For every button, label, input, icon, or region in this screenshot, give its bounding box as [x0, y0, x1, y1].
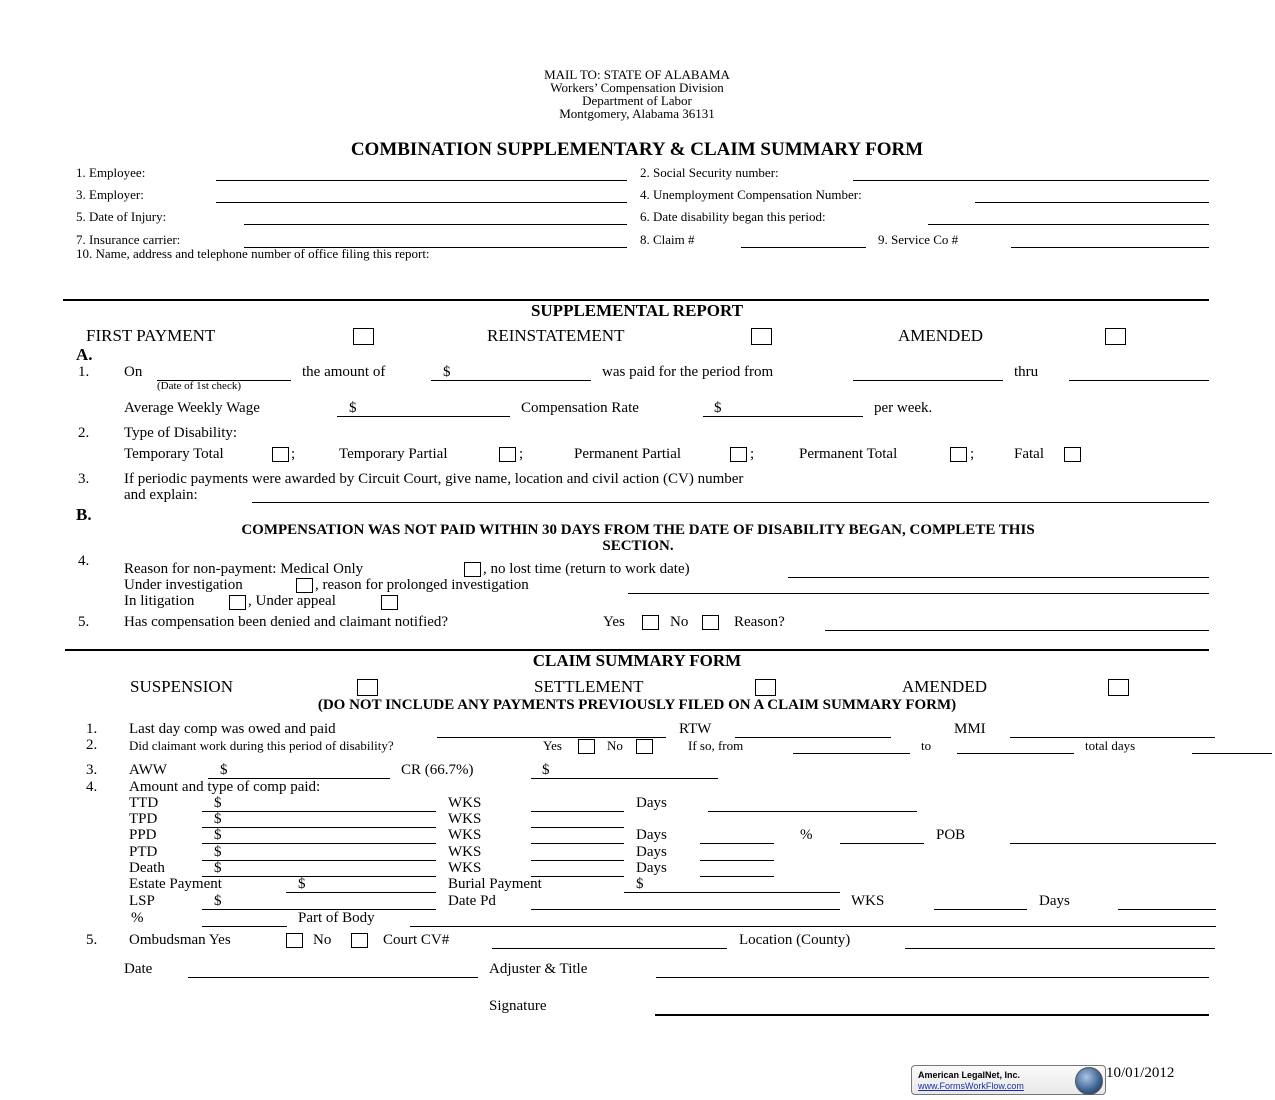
lsp-wks-label: WKS [851, 893, 885, 909]
under-investigation-checkbox[interactable] [296, 578, 313, 593]
temporary-partial-checkbox[interactable] [499, 447, 516, 462]
claim-summary-title: CLAIM SUMMARY FORM [532, 651, 742, 670]
paid-period-label: was paid for the period from [602, 364, 774, 380]
mail-to-line: MAIL TO: STATE OF ALABAMA [544, 67, 730, 82]
cs-amended-label: AMENDED [902, 677, 987, 696]
compensation-rate-field[interactable] [703, 416, 863, 417]
ttd-wks-field[interactable] [531, 811, 624, 812]
claim-number-label: 8. Claim # [640, 232, 695, 247]
semicolon: ; [291, 446, 296, 462]
thru-label: thru [1014, 364, 1039, 380]
amended-checkbox[interactable] [1105, 328, 1126, 345]
ombudsman-no-checkbox[interactable] [351, 933, 368, 948]
prolonged-investigation-field[interactable] [628, 593, 1209, 594]
section-b-heading: COMPENSATION WAS NOT PAID WITHIN 30 DAYS FROM THE DATE OF DISABILITY BEGAN, COMPLETE THIS [241, 522, 1035, 538]
globe-icon [1075, 1067, 1103, 1095]
did-claimant-work-label: Did claimant work during this period of disability? [129, 738, 394, 753]
denied-yes-label: Yes [603, 614, 625, 630]
department-line: Department of Labor [582, 93, 692, 108]
comp-rate-dollar-sign: $ [714, 400, 722, 416]
amount-dollar-sign: $ [443, 364, 451, 380]
cr-label: CR (66.7%) [401, 762, 474, 778]
form-revision-date: 10/01/2012 [1106, 1065, 1175, 1081]
ppd-wks-label: WKS [448, 827, 482, 843]
adjuster-title-label: Adjuster & Title [489, 961, 588, 977]
semicolon: ; [519, 446, 524, 462]
signature-field[interactable] [655, 1014, 1209, 1016]
total-days-field[interactable] [1192, 753, 1272, 754]
period-from-field[interactable] [853, 380, 1003, 381]
filing-office-label: 10. Name, address and telephone number of office filing this report: [76, 246, 430, 261]
temporary-total-label: Temporary Total [124, 446, 224, 462]
permanent-total-label: Permanent Total [799, 446, 898, 462]
item-3-number: 3. [78, 471, 90, 487]
average-weekly-wage-field[interactable] [337, 416, 510, 417]
per-week-label: per week. [874, 400, 933, 416]
amount-type-label: Amount and type of comp paid: [129, 779, 321, 795]
work-to-label: to [921, 738, 932, 753]
employer-label: 3. Employer: [76, 187, 144, 202]
adjuster-title-field[interactable] [656, 977, 1209, 978]
total-days-label: total days [1085, 738, 1136, 753]
work-no-label: No [607, 738, 623, 753]
no-lost-time-label: , no lost time (return to work date) [483, 561, 690, 577]
cs-item-5-number: 5. [86, 932, 98, 948]
reinstatement-label: REINSTATEMENT [487, 326, 625, 345]
cs-item-1-number: 1. [86, 721, 98, 737]
signature-label: Signature [489, 998, 547, 1014]
period-thru-field[interactable] [1069, 380, 1209, 381]
pct-field[interactable] [202, 926, 287, 927]
tpd-wks-field[interactable] [531, 827, 624, 828]
tpd-dollar: $ [214, 811, 222, 827]
amount-paid-field[interactable] [431, 380, 591, 381]
settlement-label: SETTLEMENT [534, 677, 644, 696]
ptd-wks-label: WKS [448, 844, 482, 860]
lsp-label: LSP [129, 893, 155, 909]
court-cv-field[interactable] [492, 948, 727, 949]
location-county-field[interactable] [905, 948, 1215, 949]
death-label: Death [129, 860, 165, 876]
ptd-days-label: Days [636, 844, 667, 860]
settlement-checkbox[interactable] [755, 679, 776, 696]
unemployment-label: 4. Unemployment Compensation Number: [640, 187, 862, 202]
burial-payment-field[interactable] [624, 892, 840, 893]
ttd-days-field[interactable] [708, 811, 917, 812]
item-2-number: 2. [78, 425, 90, 441]
cs-item-3-number: 3. [86, 762, 98, 778]
service-co-label: 9. Service Co # [878, 232, 959, 247]
fatal-checkbox[interactable] [1064, 447, 1081, 462]
under-appeal-label: , Under appeal [248, 593, 336, 609]
tpd-wks-label: WKS [448, 811, 482, 827]
death-days-label: Days [636, 860, 667, 876]
compensation-rate-label: Compensation Rate [521, 400, 639, 416]
claim-summary-note: (DO NOT INCLUDE ANY PAYMENTS PREVIOUSLY FILED ON A CLAIM SUMMARY FORM) [317, 697, 957, 713]
aww-dollar-sign: $ [349, 400, 357, 416]
ttd-days-label: Days [636, 795, 667, 811]
insurance-carrier-label: 7. Insurance carrier: [76, 232, 181, 247]
permanent-partial-label: Permanent Partial [574, 446, 682, 462]
ppd-percent-field[interactable] [840, 843, 924, 844]
lsp-days-label: Days [1039, 893, 1070, 909]
burial-dollar: $ [636, 876, 644, 892]
on-label: On [124, 364, 143, 380]
reinstatement-checkbox[interactable] [751, 328, 772, 345]
date-pd-label: Date Pd [448, 893, 496, 909]
death-wks-field[interactable] [531, 876, 624, 877]
rtw-label: RTW [679, 721, 712, 737]
compensation-denied-label: Has compensation been denied and claimant notified? [124, 614, 449, 630]
ppd-dollar: $ [214, 827, 222, 843]
lsp-days-field[interactable] [1118, 909, 1216, 910]
ptd-days-field[interactable] [700, 860, 774, 861]
denied-reason-label: Reason? [734, 614, 785, 630]
ttd-amount-field[interactable] [202, 811, 436, 812]
item-1-number: 1. [78, 364, 90, 380]
part-of-body-label: Part of Body [298, 910, 375, 926]
disability-began-field[interactable] [928, 224, 1209, 225]
under-appeal-checkbox[interactable] [381, 595, 398, 610]
service-co-field[interactable] [1011, 247, 1209, 248]
estate-payment-field[interactable] [286, 892, 436, 893]
cs-item-2-number: 2. [86, 737, 98, 753]
item-5-number: 5. [78, 614, 90, 630]
address-line: Montgomery, Alabama 36131 [559, 106, 715, 121]
death-dollar: $ [214, 860, 222, 876]
cr-field[interactable] [531, 778, 718, 779]
aww-label: AWW [129, 762, 167, 778]
supplemental-title: SUPPLEMENTAL REPORT [530, 301, 744, 320]
and-explain-label: and explain: [124, 487, 198, 503]
ppd-days-label: Days [636, 827, 667, 843]
estate-payment-label: Estate Payment [129, 876, 222, 892]
court-cv-label: Court CV# [383, 932, 450, 948]
pob-field[interactable] [1010, 843, 1216, 844]
aww-dollar: $ [220, 762, 228, 778]
date-label: Date [124, 961, 153, 977]
temporary-total-checkbox[interactable] [272, 447, 289, 462]
death-wks-label: WKS [448, 860, 482, 876]
lsp-wks-field[interactable] [934, 909, 1027, 910]
cs-amended-checkbox[interactable] [1108, 679, 1129, 696]
denied-reason-field[interactable] [825, 630, 1209, 631]
form-title: COMBINATION SUPPLEMENTARY & CLAIM SUMMARY FORM [350, 139, 924, 160]
suspension-checkbox[interactable] [357, 679, 378, 696]
pob-label: POB [936, 827, 966, 843]
prolonged-investigation-label: , reason for prolonged investigation [315, 577, 529, 593]
lsp-dollar: $ [214, 893, 222, 909]
section-b-heading-cont: SECTION. [602, 538, 674, 554]
ssn-field[interactable] [853, 180, 1209, 181]
denied-no-label: No [670, 614, 689, 630]
ppd-days-field[interactable] [700, 843, 774, 844]
ptd-wks-field[interactable] [531, 860, 624, 861]
death-days-field[interactable] [700, 876, 774, 877]
cs-item-4-number: 4. [86, 779, 98, 795]
ombudsman-no-label: No [313, 932, 332, 948]
employee-field[interactable] [216, 180, 627, 181]
employer-field[interactable] [216, 202, 627, 203]
burial-payment-label: Burial Payment [448, 876, 542, 892]
disability-began-label: 6. Date disability began this period: [640, 209, 826, 224]
permanent-partial-checkbox[interactable] [730, 447, 747, 462]
ttd-dollar: $ [214, 795, 222, 811]
mmi-label: MMI [954, 721, 986, 737]
division-line: Workers’ Compensation Division [550, 80, 724, 95]
ptd-amount-field[interactable] [202, 860, 436, 861]
amended-label: AMENDED [898, 326, 983, 345]
death-amount-field[interactable] [202, 876, 436, 877]
work-yes-checkbox[interactable] [578, 739, 595, 754]
work-no-checkbox[interactable] [636, 739, 653, 754]
semicolon: ; [970, 446, 975, 462]
date-pd-field[interactable] [531, 909, 840, 910]
estate-dollar: $ [298, 876, 306, 892]
logo-website-link[interactable]: www.FormsWorkFlow.com [918, 1081, 1024, 1091]
logo-company-name: American LegalNet, Inc. [918, 1070, 1021, 1080]
under-investigation-label: Under investigation [124, 577, 243, 593]
fatal-label: Fatal [1014, 446, 1044, 462]
reason-non-payment-label: Reason for non-payment: Medical Only [124, 561, 364, 577]
part-of-body-field[interactable] [410, 926, 1216, 927]
ppd-percent-label: % [800, 827, 813, 843]
last-day-comp-label: Last day comp was owed and paid [129, 721, 336, 737]
type-of-disability-label: Type of Disability: [124, 425, 238, 441]
denied-no-checkbox[interactable] [702, 615, 719, 630]
date-field[interactable] [188, 977, 478, 978]
ttd-wks-label: WKS [448, 795, 482, 811]
date-of-injury-field[interactable] [244, 224, 627, 225]
work-yes-label: Yes [543, 738, 562, 753]
in-litigation-label: In litigation [124, 593, 195, 609]
tpd-label: TPD [129, 811, 158, 827]
ombudsman-yes-checkbox[interactable] [286, 933, 303, 948]
suspension-label: SUSPENSION [130, 677, 233, 696]
periodic-explain-field[interactable] [252, 502, 1209, 503]
first-payment-checkbox[interactable] [353, 328, 374, 345]
ptd-dollar: $ [214, 844, 222, 860]
in-litigation-checkbox[interactable] [229, 595, 246, 610]
section-b-label: B. [76, 505, 92, 524]
amount-of-label: the amount of [302, 364, 386, 380]
ppd-label: PPD [129, 827, 157, 843]
unemployment-field[interactable] [975, 202, 1209, 203]
temporary-partial-label: Temporary Partial [339, 446, 448, 462]
employee-label: 1. Employee: [76, 165, 146, 180]
first-check-date-caption: (Date of 1st check) [157, 380, 241, 392]
denied-yes-checkbox[interactable] [642, 615, 659, 630]
periodic-payments-label: If periodic payments were awarded by Circuit Court, give name, location and civil action (CV) number [124, 471, 744, 487]
rtw-field[interactable] [735, 737, 891, 738]
item-4-number: 4. [78, 553, 90, 569]
work-from-field[interactable] [793, 753, 910, 754]
ssn-label: 2. Social Security number: [640, 165, 779, 180]
ppd-wks-field[interactable] [531, 843, 624, 844]
work-to-field[interactable] [957, 753, 1074, 754]
permanent-total-checkbox[interactable] [950, 447, 967, 462]
ptd-label: PTD [129, 844, 158, 860]
cr-dollar: $ [542, 762, 550, 778]
semicolon: ; [750, 446, 755, 462]
medical-only-checkbox[interactable] [464, 562, 481, 577]
tpd-amount-field[interactable] [202, 827, 436, 828]
date-of-injury-label: 5. Date of Injury: [76, 209, 167, 224]
ppd-amount-field[interactable] [202, 843, 436, 844]
first-payment-label: FIRST PAYMENT [86, 326, 216, 345]
section-a-label: A. [76, 345, 93, 364]
return-to-work-date-field[interactable] [788, 577, 1209, 578]
average-weekly-wage-label: Average Weekly Wage [124, 400, 260, 416]
if-so-from-label: If so, from [688, 738, 744, 753]
american-legalnet-logo [911, 1065, 1106, 1095]
pct-label: % [131, 910, 144, 926]
claim-number-field[interactable] [741, 247, 866, 248]
ombudsman-yes-label: Ombudsman Yes [129, 932, 231, 948]
ttd-label: TTD [129, 795, 159, 811]
location-county-label: Location (County) [739, 932, 851, 948]
